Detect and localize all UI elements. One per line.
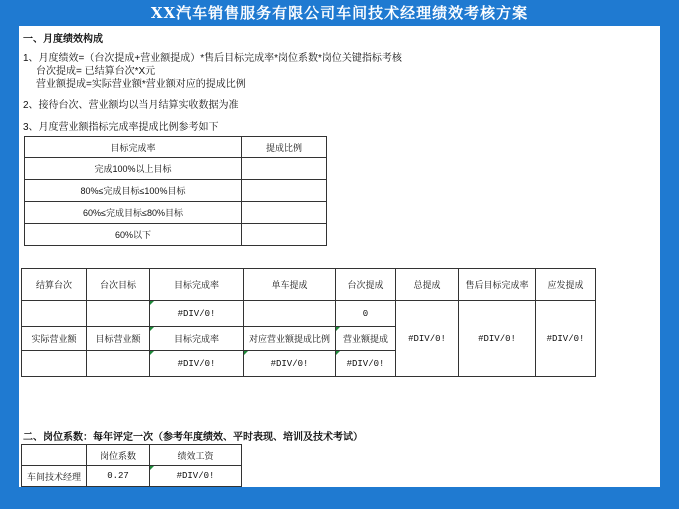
position-coefficient-table bbox=[21, 444, 242, 487]
table-header: 绩效工资 bbox=[150, 445, 242, 466]
table-cell[interactable]: 目标完成率 bbox=[150, 327, 244, 351]
table-cell[interactable] bbox=[242, 224, 327, 246]
table-cell[interactable]: 80%≤完成目标≤100%目标 bbox=[25, 180, 242, 202]
table-cell[interactable]: 对应营业额提成比例 bbox=[244, 327, 336, 351]
table-cell[interactable]: #DIV/0! bbox=[244, 351, 336, 377]
table-header: 台次目标 bbox=[87, 269, 150, 301]
table-cell[interactable]: #DIV/0! bbox=[150, 351, 244, 377]
table-cell[interactable] bbox=[242, 180, 327, 202]
table-cell[interactable]: #DIV/0! bbox=[150, 466, 242, 487]
formula-line-revenue: 营业额提成=实际营业额*营业额对应的提成比例 bbox=[36, 79, 246, 90]
table-header: 应发提成 bbox=[536, 269, 596, 301]
table-cell[interactable]: 60%以下 bbox=[25, 224, 242, 246]
table-header: 岗位系数 bbox=[87, 445, 150, 466]
table-cell[interactable] bbox=[22, 351, 87, 377]
table-cell[interactable]: 目标营业额 bbox=[87, 327, 150, 351]
rule-line: 2、接待台次、营业额均以当月结算实收数据为准 bbox=[23, 100, 239, 111]
commission-rate-table bbox=[24, 136, 327, 246]
table-cell[interactable]: 车间技术经理 bbox=[22, 466, 87, 487]
table-cell[interactable] bbox=[22, 301, 87, 327]
table-cell[interactable]: 0 bbox=[336, 301, 396, 327]
table-header: 结算台次 bbox=[22, 269, 87, 301]
table-cell[interactable]: 60%≤完成目标≤80%目标 bbox=[25, 202, 242, 224]
table-cell[interactable]: 实际营业额 bbox=[22, 327, 87, 351]
table-cell[interactable] bbox=[242, 158, 327, 180]
table-header: 售后目标完成率 bbox=[459, 269, 536, 301]
page-title: XX汽车销售服务有限公司车间技术经理绩效考核方案 bbox=[150, 4, 529, 22]
table-cell[interactable]: 0.27 bbox=[87, 466, 150, 487]
formula-line-count: 台次提成= 已结算台次*X元 bbox=[36, 66, 156, 77]
table-cell[interactable]: #DIV/0! bbox=[459, 301, 536, 377]
table-header: 目标完成率 bbox=[25, 137, 242, 158]
table-cell[interactable] bbox=[242, 202, 327, 224]
table-cell[interactable]: 完成100%以上目标 bbox=[25, 158, 242, 180]
table-cell[interactable]: #DIV/0! bbox=[396, 301, 459, 377]
table-cell[interactable]: #DIV/0! bbox=[150, 301, 244, 327]
table-header bbox=[22, 445, 87, 466]
table-header: 目标完成率 bbox=[150, 269, 244, 301]
table-header: 提成比例 bbox=[242, 137, 327, 158]
formula-line: 1、月度绩效=（台次提成+营业额提成）*售后目标完成率*岗位系数*岗位关键指标考核 bbox=[23, 53, 402, 64]
table-cell[interactable] bbox=[87, 301, 150, 327]
table-cell[interactable]: #DIV/0! bbox=[536, 301, 596, 377]
section2-heading: 二、岗位系数：每年评定一次（参考年度绩效、平时表现、培训及技术考试） bbox=[23, 432, 363, 443]
spreadsheet-area bbox=[19, 26, 660, 487]
table-cell[interactable]: #DIV/0! bbox=[336, 351, 396, 377]
section1-heading: 一、月度绩效构成 bbox=[23, 34, 103, 45]
table-header: 台次提成 bbox=[336, 269, 396, 301]
table-header: 总提成 bbox=[396, 269, 459, 301]
table-cell[interactable] bbox=[87, 351, 150, 377]
table-cell[interactable]: 营业额提成 bbox=[336, 327, 396, 351]
table-cell[interactable] bbox=[244, 301, 336, 327]
calculation-table bbox=[21, 268, 596, 377]
rule-line: 3、月度营业额指标完成率提成比例参考如下 bbox=[23, 122, 219, 133]
table-header: 单车提成 bbox=[244, 269, 336, 301]
